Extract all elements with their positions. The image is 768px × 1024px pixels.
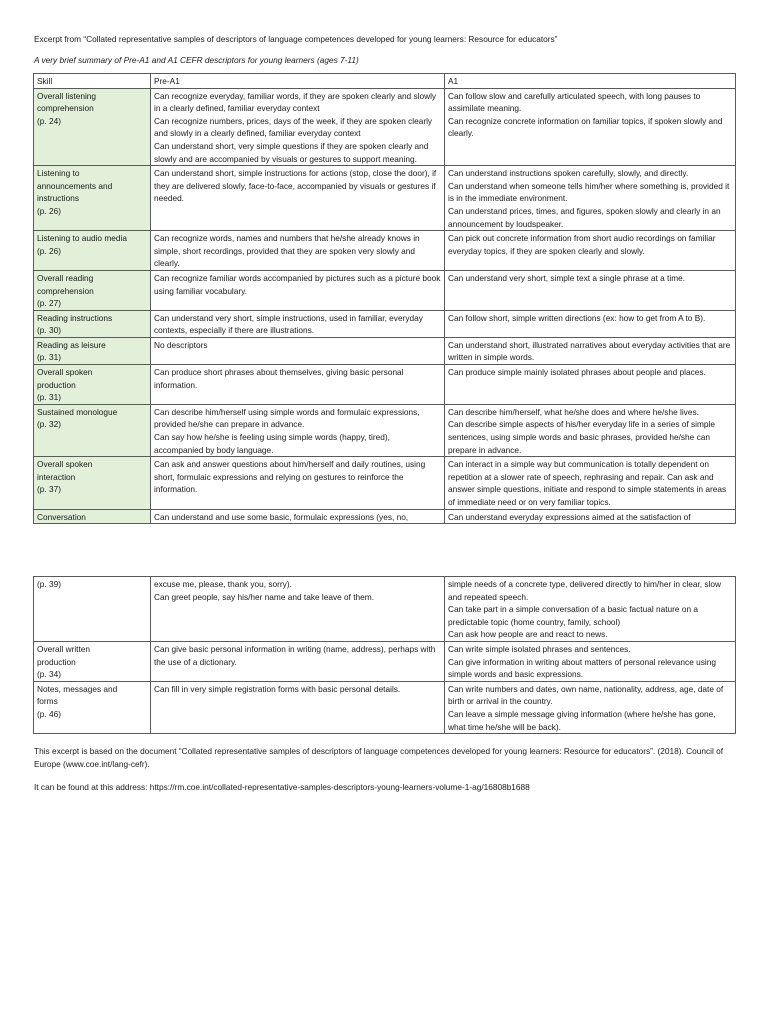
pre-a1-cell-text: Can understand very short, simple instructions, used in familiar, everyday contexts, especially if there are illustrations. [154, 312, 423, 336]
a1-cell-text: Can pick out concrete information from short audio recordings on familiar everyday topics, if they are spoken clearly and slowly. [448, 233, 716, 256]
table-row [34, 457, 736, 509]
skill-cell-text: (p. 34) [37, 669, 61, 680]
skill-cell-text: (p. 32) [37, 419, 61, 430]
skill-cell [34, 681, 151, 733]
document-title: Excerpt from “Collated representative samples of descriptors of language competences developed for young learners: Resource for educators” [34, 34, 558, 44]
skill-cell-text: Conversation [37, 511, 86, 522]
a1-cell-text: Can describe him/herself, what he/she does and where he/she lives. [448, 406, 699, 417]
skill-cell [34, 310, 151, 337]
skill-cell-text: Listening to audio media [37, 233, 127, 244]
a1-cell-text: Can interact in a simple way but communication is totally dependent on repetition at a slower rate of speech, rephrasing and repair. Can ask and answer simple questions, initiate and respond to simple statements in areas of immediate need or on very familiar topics. [448, 459, 727, 507]
table-row [34, 641, 736, 681]
a1-cell-text: Can leave a simple message giving information (where he/she has gone, what time he/she will be back). [448, 708, 716, 732]
descriptors-table-continued [33, 576, 736, 734]
pre-a1-cell-text: Can recognize numbers, prices, days of the week, if they are spoken clearly and slowly in a clearly defined, familiar everyday context [154, 115, 433, 139]
skill-cell-text: instructions [37, 193, 79, 204]
pre-a1-cell-text: excuse me, please, thank you, sorry). [154, 579, 292, 589]
table-row [34, 577, 736, 642]
a1-cell-text: Can recognize concrete information on familiar topics, if spoken slowly and clearly. [448, 115, 723, 139]
skill-cell-text: comprehension [37, 285, 94, 296]
pre-a1-cell [151, 404, 445, 456]
column-header-a1: A1 [445, 74, 736, 89]
skill-cell-text: Overall written [37, 643, 91, 654]
a1-cell-text: Can follow slow and carefully articulated speech, with long pauses to assimilate meaning. [448, 90, 701, 114]
pre-a1-cell [151, 509, 445, 524]
skill-cell [34, 231, 151, 271]
skill-cell-text: production [37, 379, 76, 390]
a1-cell-text: Can write numbers and dates, own name, nationality, address, age, date of birth or arrival in the country. [448, 683, 724, 707]
skill-cell-text: (p. 39) [37, 579, 61, 589]
skill-cell [34, 166, 151, 231]
table-row [34, 310, 736, 337]
skill-cell-text: Listening to [37, 168, 80, 179]
pre-a1-cell-text: Can fill in very simple registration forms with basic personal details. [154, 683, 401, 694]
a1-cell-text: Can understand when someone tells him/her where something is, provided it is in the immediate environment. [448, 180, 730, 204]
table-row [34, 681, 736, 733]
skill-cell-text: announcements and [37, 180, 113, 191]
skill-cell [34, 457, 151, 509]
column-header-pre-a1: Pre-A1 [151, 74, 445, 89]
a1-cell [445, 337, 736, 364]
table-row [34, 509, 736, 524]
a1-cell-text: Can ask how people are and react to news. [448, 629, 608, 640]
a1-cell [445, 509, 736, 524]
pre-a1-cell-text: No descriptors [154, 339, 208, 350]
a1-cell-text: Can write simple isolated phrases and sentences. [448, 643, 631, 654]
a1-cell-text: Can give information in writing about matters of personal relevance using simple words and basic expressions. [448, 656, 716, 680]
skill-cell [34, 270, 151, 310]
skill-cell-text: Reading as leisure [37, 339, 106, 350]
skill-cell [34, 88, 151, 166]
a1-cell-text: Can understand prices, times, and figures, spoken slowly and clearly in an announcement by loudspeaker. [448, 205, 721, 229]
a1-cell-text: Can take part in a simple conversation of a basic factual nature on a predictable topic (home country, family, school) [448, 604, 698, 627]
skill-cell [34, 577, 151, 642]
skill-cell [34, 509, 151, 524]
skill-cell [34, 337, 151, 364]
a1-cell-text: Can describe simple aspects of his/her everyday life in a series of simple sentences, using simple words and basic phrases, provided he/she can prepare in advance. [448, 419, 716, 455]
pre-a1-cell-text: Can understand short, very simple questions if they are spoken clearly and slowly and are accompanied by visuals or gestures to support meaning. [154, 140, 429, 164]
table-row [34, 365, 736, 405]
pre-a1-cell [151, 310, 445, 337]
a1-cell [445, 577, 736, 642]
table-row [34, 337, 736, 364]
table-row [34, 270, 736, 310]
descriptors-table [33, 73, 736, 524]
skill-cell [34, 365, 151, 405]
skill-cell-text: Overall spoken [37, 459, 93, 470]
skill-cell-text: interaction [37, 471, 76, 482]
column-header-skill: Skill [34, 74, 151, 89]
source-note: This excerpt is based on the document “Collated representative samples of descriptors of language competences developed for young learners: Resource for educators”. (2018). Council of Europe (www.coe.int/lang-cefr). [34, 746, 724, 769]
pre-a1-cell [151, 577, 445, 642]
a1-cell-text: simple needs of a concrete type, delivered directly to him/her in clear, slow and repeated speech. [448, 579, 722, 602]
skill-cell-text: Overall reading [37, 272, 94, 283]
skill-cell-text: Overall spoken [37, 367, 93, 378]
pre-a1-cell-text: Can recognize words, names and numbers that he/she already knows in simple, short recordings, provided that they are spoken very slowly and clearly. [154, 233, 420, 269]
pre-a1-cell [151, 681, 445, 733]
skill-cell-text: (p. 31) [37, 392, 61, 403]
a1-cell [445, 457, 736, 509]
a1-cell [445, 270, 736, 310]
pre-a1-cell-text: Can say how he/she is feeling using simple words (happy, tired), accompanied by body language. [154, 432, 390, 455]
skill-cell-text: (p. 27) [37, 298, 61, 309]
skill-cell-text: Sustained monologue [37, 406, 118, 417]
skill-cell-text: forms [37, 696, 58, 707]
skill-cell-text: Reading instructions [37, 312, 113, 323]
a1-cell-text: Can understand very short, simple text a single phrase at a time. [448, 272, 686, 283]
source-address: It can be found at this address: https://rm.coe.int/collated-representative-samples-descriptors-young-learners-volume-1-ag/16808b1688 [34, 782, 530, 792]
a1-cell-text: Can follow short, simple written directions (ex: how to get from A to B). [448, 312, 706, 323]
a1-cell [445, 404, 736, 456]
pre-a1-cell [151, 365, 445, 405]
skill-cell-text: (p. 31) [37, 352, 61, 363]
pre-a1-cell [151, 641, 445, 681]
pre-a1-cell [151, 270, 445, 310]
table-header-row [34, 74, 736, 89]
a1-cell [445, 681, 736, 733]
skill-cell-text: (p. 37) [37, 484, 61, 495]
a1-cell [445, 88, 736, 166]
table-row [34, 166, 736, 231]
a1-cell-text: Can produce simple mainly isolated phrases about people and places. [448, 367, 706, 378]
pre-a1-cell [151, 231, 445, 271]
table-row [34, 88, 736, 166]
a1-cell [445, 310, 736, 337]
pre-a1-cell-text: Can recognize familiar words accompanied by pictures such as a picture book using familiar vocabulary. [154, 272, 441, 296]
pre-a1-cell [151, 337, 445, 364]
skill-cell-text: production [37, 656, 76, 667]
skill-cell-text: (p. 24) [37, 115, 61, 126]
table-row [34, 404, 736, 456]
pre-a1-cell-text: Can greet people, say his/her name and take leave of them. [154, 591, 375, 602]
skill-cell-text: (p. 26) [37, 245, 61, 256]
a1-cell-text: Can understand instructions spoken carefully, slowly, and directly. [448, 168, 689, 179]
a1-cell [445, 231, 736, 271]
skill-cell [34, 641, 151, 681]
pre-a1-cell [151, 166, 445, 231]
pre-a1-cell-text: Can ask and answer questions about him/herself and daily routines, using short, formulaic expressions and relying on gestures to reinforce the information. [154, 459, 426, 495]
pre-a1-cell-text: Can produce short phrases about themselves, giving basic personal information. [154, 367, 404, 390]
pre-a1-cell-text: Can understand and use some basic, formulaic expressions (yes, no, [154, 511, 409, 522]
pre-a1-cell-text: Can recognize everyday, familiar words, if they are spoken clearly and slowly in a clearly defined, familiar everyday context [154, 90, 437, 114]
a1-cell-text: Can understand everyday expressions aimed at the satisfaction of [448, 511, 691, 522]
pre-a1-cell-text: Can understand short, simple instructions for actions (stop, close the door), if they are delivered slowly, face-to-face, accompanied by visuals or gestures if needed. [154, 168, 437, 204]
skill-cell [34, 404, 151, 456]
a1-cell [445, 365, 736, 405]
skill-cell-text: comprehension [37, 103, 94, 114]
skill-cell-text: Overall listening [37, 90, 97, 101]
table-row [34, 231, 736, 271]
pre-a1-cell [151, 457, 445, 509]
skill-cell-text: (p. 46) [37, 708, 61, 719]
a1-cell [445, 166, 736, 231]
skill-cell-text: (p. 26) [37, 205, 61, 216]
pre-a1-cell-text: Can describe him/herself using simple words and formulaic expressions, provided he/she can prepare in advance. [154, 406, 420, 430]
pre-a1-cell-text: Can give basic personal information in writing (name, address), perhaps with the use of a dictionary. [154, 643, 436, 667]
skill-cell-text: Notes, messages and [37, 683, 118, 694]
document-subtitle: A very brief summary of Pre-A1 and A1 CEFR descriptors for young learners (ages 7-11) [34, 55, 359, 65]
a1-cell-text: Can understand short, illustrated narratives about everyday activities that are written in simple words. [448, 339, 731, 363]
a1-cell [445, 641, 736, 681]
pre-a1-cell [151, 88, 445, 166]
skill-cell-text: (p. 30) [37, 325, 61, 336]
